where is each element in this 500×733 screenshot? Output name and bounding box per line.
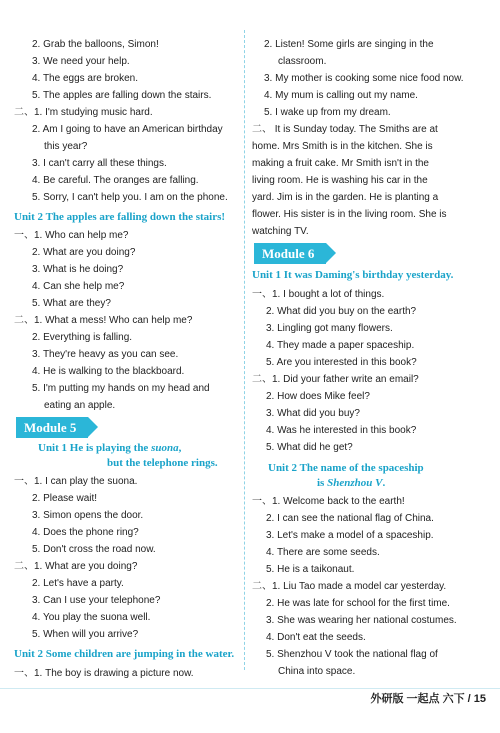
- answer-line: 2. Listen! Some girls are singing in the: [264, 39, 434, 50]
- answer-line: 5. When will you arrive?: [32, 629, 139, 640]
- paragraph-line: yard. Jim is in the garden. He is planting a: [252, 192, 439, 203]
- page-footer: 外研版 一起点 六下 / 15: [370, 693, 486, 705]
- answer-line: 5. What did he get?: [266, 442, 353, 453]
- answer-line: 4. You play the suona well.: [32, 612, 151, 623]
- answer-line: 2. Please wait!: [32, 493, 98, 504]
- answer-line: 2. Let's have a party.: [32, 578, 124, 589]
- module-badge: Module 5: [16, 417, 88, 438]
- column-divider: [244, 30, 245, 670]
- paragraph-line: flower. His sister is in the living room. She is: [252, 209, 447, 220]
- module-badge: Module 6: [254, 243, 326, 264]
- answer-line: 3. They're heavy as you can see.: [32, 349, 179, 360]
- answer-line: 5. The apples are falling down the stairs.: [32, 90, 212, 101]
- answer-line: 一、1. Who can help me?: [14, 230, 129, 241]
- answer-line: 3. She was wearing her national costumes.: [266, 615, 457, 626]
- answer-line: 一、1. I bought a lot of things.: [252, 289, 385, 300]
- answer-line: 2. How does Mike feel?: [266, 391, 370, 402]
- answer-line: 2. He was late for school for the first time.: [266, 598, 450, 609]
- answer-line: 4. They made a paper spaceship.: [266, 340, 415, 351]
- answer-line: 3. We need your help.: [32, 56, 130, 67]
- unit-heading: Unit 2 The name of the spaceship: [268, 462, 424, 474]
- answer-line: 3. What is he doing?: [32, 264, 124, 275]
- answer-line: 3. Simon opens the door.: [32, 510, 144, 521]
- answer-line: 2. What are you doing?: [32, 247, 136, 258]
- answer-line: eating an apple.: [44, 400, 116, 411]
- paragraph-line: home. Mrs Smith is in the kitchen. She is: [252, 141, 433, 152]
- answer-line: 一、1. I can play the suona.: [14, 476, 138, 487]
- answer-line: 5. Don't cross the road now.: [32, 544, 156, 555]
- answer-line: 2. Grab the balloons, Simon!: [32, 39, 159, 50]
- answer-line: 4. Does the phone ring?: [32, 527, 139, 538]
- answer-line: 5. What are they?: [32, 298, 111, 309]
- answer-line: China into space.: [278, 666, 356, 677]
- unit-heading: Unit 2 The apples are falling down the stairs!: [14, 211, 226, 223]
- answer-line: 5. Sorry, I can't help you. I am on the phone.: [32, 192, 228, 203]
- answer-line: 3. My mother is cooking some nice food now.: [264, 73, 464, 84]
- paragraph-line: making a fruit cake. Mr Smith isn't in the: [252, 158, 429, 169]
- answer-line: 2. I can see the national flag of China.: [266, 513, 434, 524]
- footer-divider: [0, 688, 500, 689]
- answer-line: 4. He is walking to the blackboard.: [32, 366, 185, 377]
- unit-heading: Unit 1 He is playing the suona,: [38, 442, 182, 454]
- answer-line: 5. I wake up from my dream.: [264, 107, 391, 118]
- answer-line: 3. Can I use your telephone?: [32, 595, 161, 606]
- unit-heading-continuation: is Shenzhou V.: [317, 477, 386, 489]
- answer-line: 5. Shenzhou V took the national flag of: [266, 649, 438, 660]
- unit-heading-continuation: but the telephone rings.: [107, 457, 218, 469]
- paragraph-line: 二、 It is Sunday today. The Smiths are at: [252, 124, 438, 135]
- answer-line: 3. Lingling got many flowers.: [266, 323, 393, 334]
- unit-heading: Unit 1 It was Daming's birthday yesterday.: [252, 269, 454, 281]
- answer-line: 3. Let's make a model of a spaceship.: [266, 530, 434, 541]
- answer-line: 2. What did you buy on the earth?: [266, 306, 417, 317]
- answer-line: 4. The eggs are broken.: [32, 73, 138, 84]
- unit-heading: Unit 2 Some children are jumping in the water.: [14, 648, 235, 660]
- answer-line: 二、1. Did your father write an email?: [252, 374, 419, 385]
- answer-line: this year?: [44, 141, 88, 152]
- answer-line: 二、1. What a mess! Who can help me?: [14, 315, 193, 326]
- answer-line: 5. Are you interested in this book?: [266, 357, 417, 368]
- answer-line: 一、1. The boy is drawing a picture now.: [14, 668, 194, 679]
- answer-line: 5. I'm putting my hands on my head and: [32, 383, 210, 394]
- answer-line: 二、1. What are you doing?: [14, 561, 138, 572]
- answer-line: 3. What did you buy?: [266, 408, 360, 419]
- answer-line: 4. There are some seeds.: [266, 547, 380, 558]
- answer-line: 4. My mum is calling out my name.: [264, 90, 418, 101]
- answer-line: classroom.: [278, 56, 327, 67]
- answer-line: 一、1. Welcome back to the earth!: [252, 496, 405, 507]
- answer-line: 4. Was he interested in this book?: [266, 425, 417, 436]
- answer-line: 3. I can't carry all these things.: [32, 158, 167, 169]
- answer-line: 2. Am I going to have an American birthday: [32, 124, 223, 135]
- answer-line: 4. Don't eat the seeds.: [266, 632, 366, 643]
- paragraph-line: living room. He is washing his car in the: [252, 175, 428, 186]
- paragraph-line: watching TV.: [252, 226, 309, 237]
- answer-line: 二、1. Liu Tao made a model car yesterday.: [252, 581, 447, 592]
- answer-line: 2. Everything is falling.: [32, 332, 133, 343]
- answer-line: 二、1. I'm studying music hard.: [14, 107, 153, 118]
- answer-line: 4. Can she help me?: [32, 281, 125, 292]
- answer-line: 5. He is a taikonaut.: [266, 564, 355, 575]
- answer-line: 4. Be careful. The oranges are falling.: [32, 175, 199, 186]
